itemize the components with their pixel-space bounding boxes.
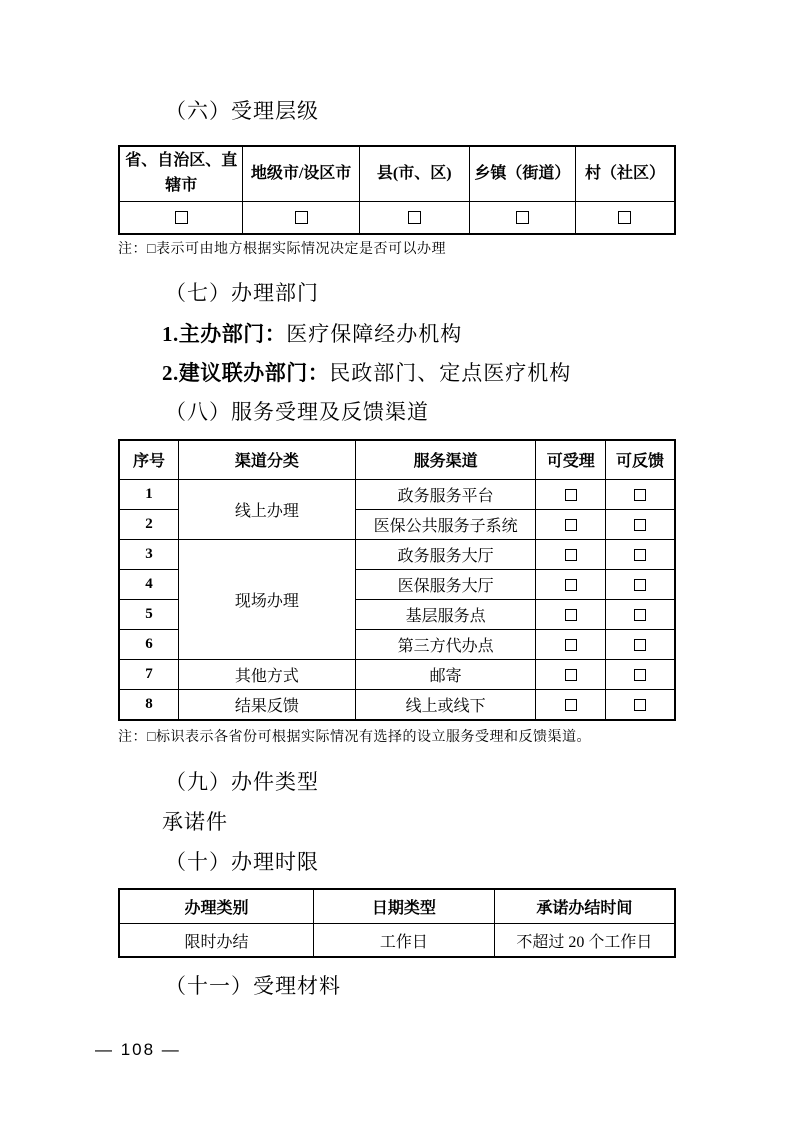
- channel-cell: 医保公共服务子系统: [355, 510, 536, 540]
- feedback-cell: [605, 660, 675, 690]
- checkbox-icon: [175, 211, 188, 224]
- checkbox-icon: [565, 609, 577, 621]
- row-number: 8: [119, 690, 178, 720]
- section-11-heading: （十一）受理材料: [165, 974, 341, 999]
- channel-cell: 线上或线下: [355, 690, 536, 720]
- column-header: 可反馈: [605, 440, 675, 480]
- column-header: 日期类型: [314, 889, 495, 923]
- row-number: 4: [119, 570, 178, 600]
- feedback-cell: [605, 600, 675, 630]
- accept-level-note: 注：□表示可由地方根据实际情况决定是否可以办理: [118, 242, 446, 258]
- table-header-row: [119, 146, 675, 201]
- column-header: 服务渠道: [355, 440, 536, 480]
- column-header: 渠道分类: [178, 440, 355, 480]
- joint-department-value: 民政部门、定点医疗机构: [329, 361, 572, 386]
- section-8-heading: （八）服务受理及反馈渠道: [165, 400, 429, 425]
- table-cell: 工作日: [314, 923, 495, 957]
- acceptable-cell: [536, 480, 606, 510]
- accept-level-table: [118, 145, 676, 235]
- channel-category-cell: 现场办理: [178, 540, 355, 660]
- column-header: 办理类别: [119, 889, 314, 923]
- table-row: [119, 480, 675, 510]
- channel-cell: 政务服务平台: [355, 480, 536, 510]
- row-number: 2: [119, 510, 178, 540]
- table-header-row: [119, 889, 675, 923]
- joint-department-line: [118, 360, 676, 386]
- checkbox-icon: [295, 211, 308, 224]
- channel-category-cell: 结果反馈: [178, 690, 355, 720]
- channels-table: [118, 439, 676, 721]
- checkbox-icon: [565, 669, 577, 681]
- main-department-line: [118, 321, 676, 347]
- checkbox-icon: [634, 639, 646, 651]
- checkbox-icon: [408, 211, 421, 224]
- time-limit-table: [118, 888, 676, 958]
- channels-note: 注：□标识表示各省份可根据实际情况有选择的设立服务受理和反馈渠道。: [118, 729, 591, 745]
- item-type-value: 承诺件: [162, 809, 228, 834]
- checkbox-icon: [565, 489, 577, 501]
- acceptable-cell: [536, 570, 606, 600]
- acceptable-cell: [536, 540, 606, 570]
- feedback-cell: [605, 630, 675, 660]
- checkbox-icon: [634, 579, 646, 591]
- acceptable-cell: [536, 630, 606, 660]
- column-header: 承诺办结时间: [494, 889, 675, 923]
- row-number: 7: [119, 660, 178, 690]
- feedback-cell: [605, 690, 675, 720]
- feedback-cell: [605, 570, 675, 600]
- table-row: [119, 201, 675, 234]
- column-header: 乡镇（街道）: [469, 146, 575, 201]
- feedback-cell: [605, 510, 675, 540]
- checkbox-icon: [634, 519, 646, 531]
- checkbox-icon: [634, 609, 646, 621]
- section-10-heading: （十）办理时限: [165, 850, 319, 875]
- row-number: 3: [119, 540, 178, 570]
- checkbox-icon: [565, 639, 577, 651]
- section-9-heading: （九）办件类型: [165, 769, 319, 794]
- feedback-cell: [605, 480, 675, 510]
- row-number: 5: [119, 600, 178, 630]
- table-cell: [359, 201, 469, 234]
- checkbox-icon: [618, 211, 631, 224]
- section-6-heading: （六）受理层级: [165, 99, 319, 123]
- table-cell: [575, 201, 675, 234]
- checkbox-icon: [565, 549, 577, 561]
- table-cell: [469, 201, 575, 234]
- table-cell: [119, 201, 243, 234]
- column-header: 序号: [119, 440, 178, 480]
- table-cell: 不超过 20 个工作日: [494, 923, 675, 957]
- checkbox-icon: [634, 699, 646, 711]
- table-row: [119, 690, 675, 720]
- page-content: [118, 98, 676, 1000]
- checkbox-icon: [516, 211, 529, 224]
- column-header: 可受理: [536, 440, 606, 480]
- row-number: 6: [119, 630, 178, 660]
- channel-category-cell: 其他方式: [178, 660, 355, 690]
- table-cell: 限时办结: [119, 923, 314, 957]
- acceptable-cell: [536, 600, 606, 630]
- section-7-heading: （七）办理部门: [165, 280, 319, 305]
- table-cell: [243, 201, 359, 234]
- acceptable-cell: [536, 690, 606, 720]
- checkbox-icon: [634, 489, 646, 501]
- feedback-cell: [605, 540, 675, 570]
- channel-cell: 基层服务点: [355, 600, 536, 630]
- checkbox-icon: [634, 549, 646, 561]
- main-department-value: 医疗保障经办机构: [286, 321, 463, 346]
- table-header-row: [119, 440, 675, 480]
- channel-cell: 医保服务大厅: [355, 570, 536, 600]
- checkbox-icon: [565, 699, 577, 711]
- checkbox-icon: [634, 669, 646, 681]
- table-row: [119, 540, 675, 570]
- page-number: — 108 —: [95, 1040, 181, 1059]
- column-header: 省、自治区、直辖市: [119, 146, 243, 201]
- acceptable-cell: [536, 660, 606, 690]
- main-department-label: 1.主办部门：: [162, 321, 287, 346]
- channel-category-cell: 线上办理: [178, 480, 355, 540]
- channel-cell: 第三方代办点: [355, 630, 536, 660]
- table-row: [119, 660, 675, 690]
- channel-cell: 邮寄: [355, 660, 536, 690]
- checkbox-icon: [565, 579, 577, 591]
- channel-cell: 政务服务大厅: [355, 540, 536, 570]
- column-header: 村（社区）: [575, 146, 675, 201]
- acceptable-cell: [536, 510, 606, 540]
- joint-department-label: 2.建议联办部门：: [162, 361, 330, 386]
- checkbox-icon: [565, 519, 577, 531]
- row-number: 1: [119, 480, 178, 510]
- table-row: [119, 923, 675, 957]
- column-header: 地级市/设区市: [243, 146, 359, 201]
- column-header: 县(市、区): [359, 146, 469, 201]
